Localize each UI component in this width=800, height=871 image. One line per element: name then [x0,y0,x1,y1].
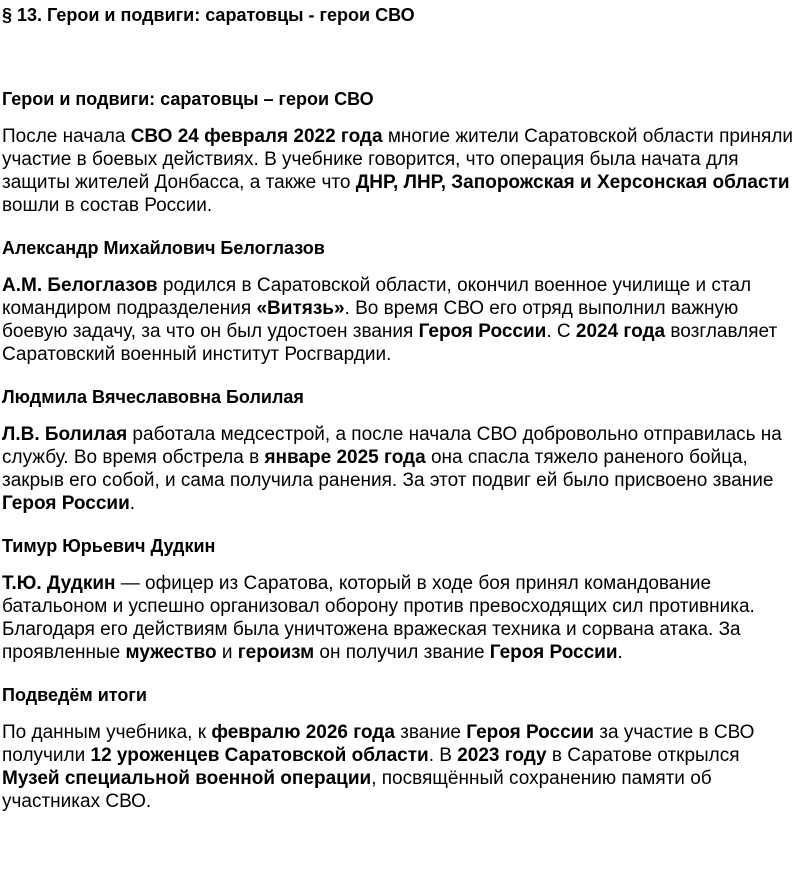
text-run: возглавляет Саратовский военный институт Росгвардии. [2,321,778,365]
section-text-dudkin [2,572,798,664]
text-run: . В [428,745,458,766]
text-run: . [129,493,136,514]
text-run: в Саратове открылся [546,745,740,766]
text-run: он получил звание [314,642,490,663]
text-run: По данным учебника, к [2,722,212,743]
bold-text: «Витязь» [256,298,345,319]
section-text-bolilaya [2,423,798,515]
bold-text: Героя России [418,321,547,342]
page-title: § 13. Герои и подвиги: саратовцы - герои СВО [2,5,415,25]
text-run: После начала [2,126,131,147]
text-run: за участие в СВО получили [2,722,755,766]
bold-text: Героя России [466,722,595,743]
main-heading: Герои и подвиги: саратовцы – герои СВО [2,89,374,109]
bold-text: Л.В. Болилая [2,424,128,445]
bold-text: А.М. Белоглазов [2,275,158,296]
bold-text: 2024 года [575,321,666,342]
bold-text: мужество [125,642,217,663]
section-heading-summary: Подведём итоги [2,685,147,705]
text-run: звание [394,722,467,743]
text-run: . С [546,321,576,342]
text-run: , посвящённый сохранению памяти об участниках СВО. [2,768,712,812]
bold-text: Героя России [2,493,130,514]
section-heading-beloglazov: Александр Михайлович Белоглазов [2,238,325,258]
bold-text: 12 уроженцев Саратовской области [90,745,429,766]
text-run: и [216,642,238,663]
text-run: она спасла тяжело раненого бойца, закрыв его собой, и сама получила ранения. За этот подвиг ей было присвоено звание [2,447,774,491]
section-text-beloglazov [2,274,798,366]
bold-text: 2023 году [457,745,547,766]
text-run: — офицер из Саратова, который в ходе боя принял командование батальоном и успешно организовал оборону против превосходящих сил противника. Благодаря его действиям была уничтожена вражеская техника и сорвана атака. За проявленные [2,573,755,663]
text-run: многие жители Саратовской области приняли участие в боевых действиях. В учебнике говорится, что операция была начата для защиты жителей Донбасса, а также что [2,126,794,193]
bold-text: ДНР, ЛНР, Запорожская и Херсонская области [355,172,790,193]
section-text-summary [2,721,798,813]
text-run: . Во время СВО его отряд выполнил важную боевую задачу, за что он был удостоен звания [2,298,739,342]
bold-text: Т.Ю. Дудкин [2,573,116,594]
section-heading-bolilaya: Людмила Вячеславовна Болилая [2,387,304,407]
bold-text: Героя России [489,642,618,663]
text-run: . [617,642,623,663]
bold-text: январе 2025 года [264,447,426,468]
text-run: родился в Саратовской области, окончил военное училище и стал командиром подразделения [2,275,752,319]
bold-text: Музей специальной военной операции [2,768,372,789]
text-run: работала медсестрой, а после начала СВО добровольно отправилась на службу. Во время обстрела в [2,424,782,468]
section-heading-dudkin: Тимур Юрьевич Дудкин [2,536,216,556]
intro-paragraph [2,125,798,217]
article-body [2,88,798,813]
bold-text: февралю 2026 года [211,722,395,743]
bold-text: СВО 24 февраля 2022 года [130,126,383,147]
text-run: вошли в состав России. [2,195,213,216]
bold-text: героизм [237,642,315,663]
